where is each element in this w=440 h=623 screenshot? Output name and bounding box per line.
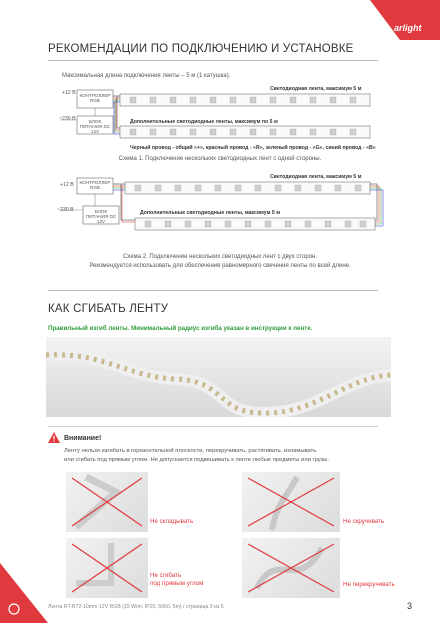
warning-text-2: или сгибать под прямым углом. Не допускается подвешивать к ленте любые предметы или грузы. bbox=[64, 457, 330, 463]
bending-subtitle: Правильный изгиб ленты. Минимальный радиус изгиба указан в инструкции к ленте. bbox=[48, 325, 313, 332]
max-length-note: Максимальная длина подключения ленты – 5 м (1 катушка). bbox=[62, 73, 231, 79]
ac230-label-1: ~230 В bbox=[59, 116, 76, 122]
label-no-twist: Не скручивать bbox=[343, 518, 385, 525]
photo-no-fold bbox=[66, 472, 148, 532]
plus12-label-1: +12 В bbox=[62, 90, 76, 96]
photo-no-overtwist bbox=[242, 538, 340, 598]
extra-strip-label-1: Дополнительные светодиодные ленты, максимум по 5 м bbox=[130, 119, 278, 125]
section-title-bending: КАК СГИБАТЬ ЛЕНТУ bbox=[48, 303, 169, 315]
logo-corner bbox=[370, 0, 440, 40]
warning-title: Внимание! bbox=[64, 435, 102, 442]
warning-icon bbox=[48, 432, 60, 443]
scheme2-caption-1: Схема 2. Подключение нескольких светодиодных лент с двух сторон. bbox=[122, 254, 318, 260]
wire-legend: Черный провод - общий «+», красный провод - «R», зеленый провод - «G», синий провод - «B» bbox=[130, 145, 376, 151]
ac230-label-2: ~230 В bbox=[57, 207, 74, 213]
scheme2-caption-2: Рекомендуется использовать для обеспечения равномерного свечения ленты по всей длине. bbox=[89, 263, 351, 269]
plus12-label-2: +12 В bbox=[60, 182, 74, 188]
photo-no-twist bbox=[242, 472, 340, 532]
scheme1-caption: Схема 1. Подключение нескольких светодиодных лент с одной стороны. bbox=[118, 156, 322, 162]
psu-box-2: БЛОК ПИТАНИЯ DC 12V bbox=[85, 209, 117, 224]
label-no-overtwist: Не перекручивать bbox=[343, 581, 395, 588]
warning-text-1: Ленту нельзя изгибать в горизонтальной плоскости, перекручивать, растягивать, изламывать bbox=[64, 448, 317, 454]
footer-text: Лента RT-B72-10mm 12V RGB (15 W/m, IP20, 5060, 5m) / страница 3 из 5 bbox=[48, 604, 224, 610]
strip-label-1: Светодиодная лента, максимум 5 м bbox=[270, 86, 362, 92]
controller-box-2: КОНТРОЛЛЕР RGB bbox=[79, 180, 111, 190]
divider bbox=[48, 60, 378, 61]
divider-3 bbox=[48, 426, 378, 427]
page-number: 3 bbox=[407, 601, 413, 611]
brand-logo: arlight bbox=[394, 23, 422, 33]
label-no-right-angle-1: Не сгибать bbox=[150, 572, 182, 579]
bent-strip-photo bbox=[46, 337, 391, 417]
label-no-fold: Не складывать bbox=[150, 518, 194, 525]
photo-no-right-angle bbox=[66, 538, 148, 598]
extra-strip-label-2: Дополнительные светодиодные ленты, максимум 5 м bbox=[140, 210, 281, 216]
corner-decoration bbox=[0, 563, 48, 623]
section-title-connection: РЕКОМЕНДАЦИИ ПО ПОДКЛЮЧЕНИЮ И УСТАНОВКЕ bbox=[48, 43, 354, 55]
strip-label-2: Светодиодная лента, максимум 5 м bbox=[270, 174, 362, 180]
divider-2 bbox=[48, 290, 378, 291]
label-no-right-angle-2: под прямым углом bbox=[150, 580, 204, 587]
psu-box-1: БЛОК ПИТАНИЯ DC 12V bbox=[79, 119, 111, 134]
controller-box-1: КОНТРОЛЛЕР RGB bbox=[79, 93, 111, 103]
